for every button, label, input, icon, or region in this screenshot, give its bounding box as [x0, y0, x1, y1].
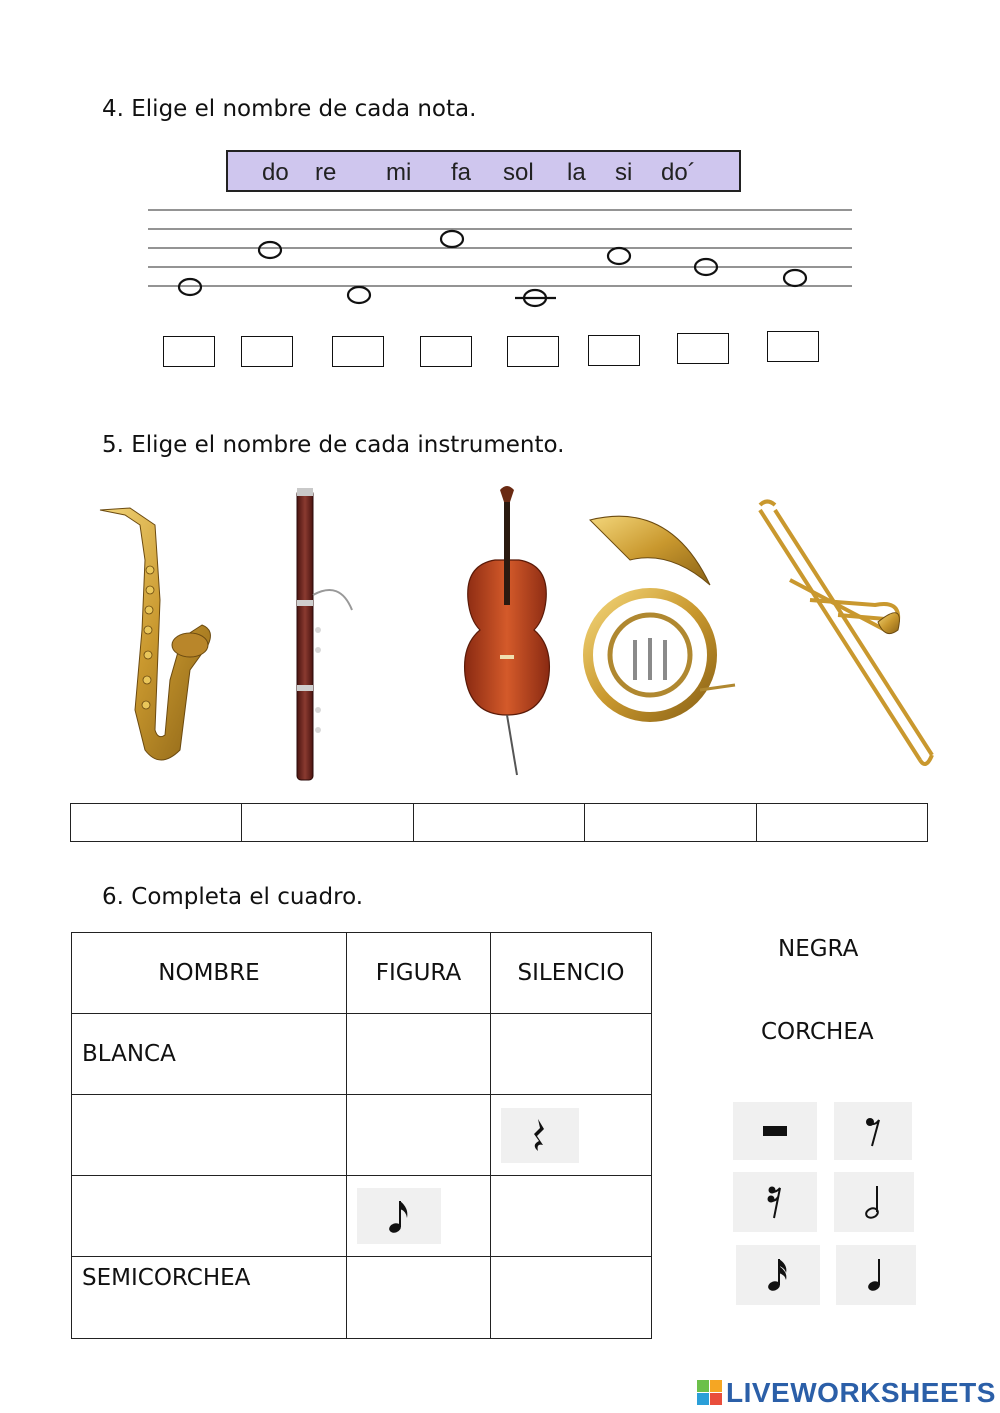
logo-text: LIVEWORKSHEETS	[726, 1377, 996, 1408]
note-answer-box-1[interactable]	[163, 336, 215, 367]
note-answer-box-2[interactable]	[241, 336, 293, 367]
notes-table	[71, 932, 652, 1339]
word-do: do	[262, 159, 289, 186]
row-3-name-drop[interactable]	[72, 1176, 347, 1257]
option-half-note[interactable]	[834, 1172, 914, 1232]
half-note-icon	[864, 1184, 884, 1220]
cello-icon	[465, 486, 550, 775]
header-nombre: NOMBRE	[72, 933, 347, 1014]
option-corchea[interactable]: CORCHEA	[761, 1019, 874, 1045]
saxophone-icon	[100, 508, 210, 760]
section-5-heading: 5. Elige el nombre de cada instrumento.	[102, 432, 565, 458]
row-4-name: SEMICORCHEA	[72, 1257, 347, 1339]
section-6-heading: 6. Completa el cuadro.	[102, 884, 364, 910]
note-answer-box-3[interactable]	[332, 336, 384, 367]
header-figura: FIGURA	[347, 933, 491, 1014]
note-1	[179, 279, 201, 295]
option-quarter-note[interactable]	[836, 1245, 916, 1305]
instrument-answer-box-2[interactable]	[241, 803, 413, 842]
instrument-answer-box-1[interactable]	[70, 803, 242, 842]
option-sixteenth-rest[interactable]	[733, 1172, 817, 1232]
option-whole-rest[interactable]	[733, 1102, 817, 1160]
logo-grid-icon	[697, 1380, 723, 1406]
note-answer-box-5[interactable]	[507, 336, 559, 367]
quarter-rest-icon	[530, 1117, 550, 1153]
note-answer-box-7[interactable]	[677, 333, 729, 364]
note-8	[784, 270, 806, 286]
note-6	[608, 248, 630, 264]
row-2-figure-drop[interactable]	[347, 1095, 491, 1176]
sixteenth-note-icon	[766, 1257, 790, 1293]
section-4-heading: 4. Elige el nombre de cada nota.	[102, 96, 477, 122]
quarter-note-icon	[866, 1257, 886, 1293]
row-1-rest-drop[interactable]	[491, 1014, 652, 1095]
note-2	[259, 242, 281, 258]
bassoon-icon	[297, 488, 352, 780]
note-word-bank	[226, 150, 741, 192]
music-staff	[0, 200, 1000, 310]
whole-rest-icon	[760, 1121, 790, 1141]
note-answer-box-6[interactable]	[588, 335, 640, 366]
quarter-rest-chip	[501, 1108, 579, 1163]
word-si: si	[615, 159, 633, 186]
note-answer-box-8[interactable]	[767, 331, 819, 362]
instrument-answer-box-4[interactable]	[584, 803, 756, 842]
row-3-rest-drop[interactable]	[491, 1176, 652, 1257]
row-2-name-drop[interactable]	[72, 1095, 347, 1176]
word-fa: fa	[451, 159, 472, 186]
note-3	[348, 287, 370, 303]
word-re: re	[315, 159, 337, 186]
row-1-figure-drop[interactable]	[347, 1014, 491, 1095]
row-1-name: BLANCA	[72, 1014, 347, 1095]
eighth-note-icon	[387, 1198, 411, 1234]
word-do-high: do´	[661, 159, 696, 186]
instrument-pictures	[70, 480, 940, 785]
instrument-answer-row	[71, 803, 928, 842]
eighth-rest-icon	[863, 1114, 883, 1148]
note-4	[441, 231, 463, 247]
eighth-note-chip	[357, 1188, 441, 1244]
option-sixteenth-note[interactable]	[736, 1245, 820, 1305]
word-sol: sol	[503, 159, 534, 186]
word-mi: mi	[386, 159, 412, 186]
row-4-rest-drop[interactable]	[491, 1257, 652, 1339]
row-4-figure-drop[interactable]	[347, 1257, 491, 1339]
note-answer-box-4[interactable]	[420, 336, 472, 367]
option-negra[interactable]: NEGRA	[778, 936, 859, 962]
liveworksheets-logo	[697, 1378, 996, 1408]
header-silencio: SILENCIO	[491, 933, 652, 1014]
trombone-icon	[760, 502, 932, 765]
sixteenth-rest-icon	[765, 1184, 785, 1220]
instrument-answer-box-5[interactable]	[756, 803, 928, 842]
option-eighth-rest[interactable]	[834, 1102, 912, 1160]
french-horn-icon	[588, 516, 735, 717]
word-la: la	[567, 159, 586, 186]
row-3-figure-cell	[347, 1176, 491, 1257]
row-2-rest-cell	[491, 1095, 652, 1176]
instrument-answer-box-3[interactable]	[413, 803, 585, 842]
